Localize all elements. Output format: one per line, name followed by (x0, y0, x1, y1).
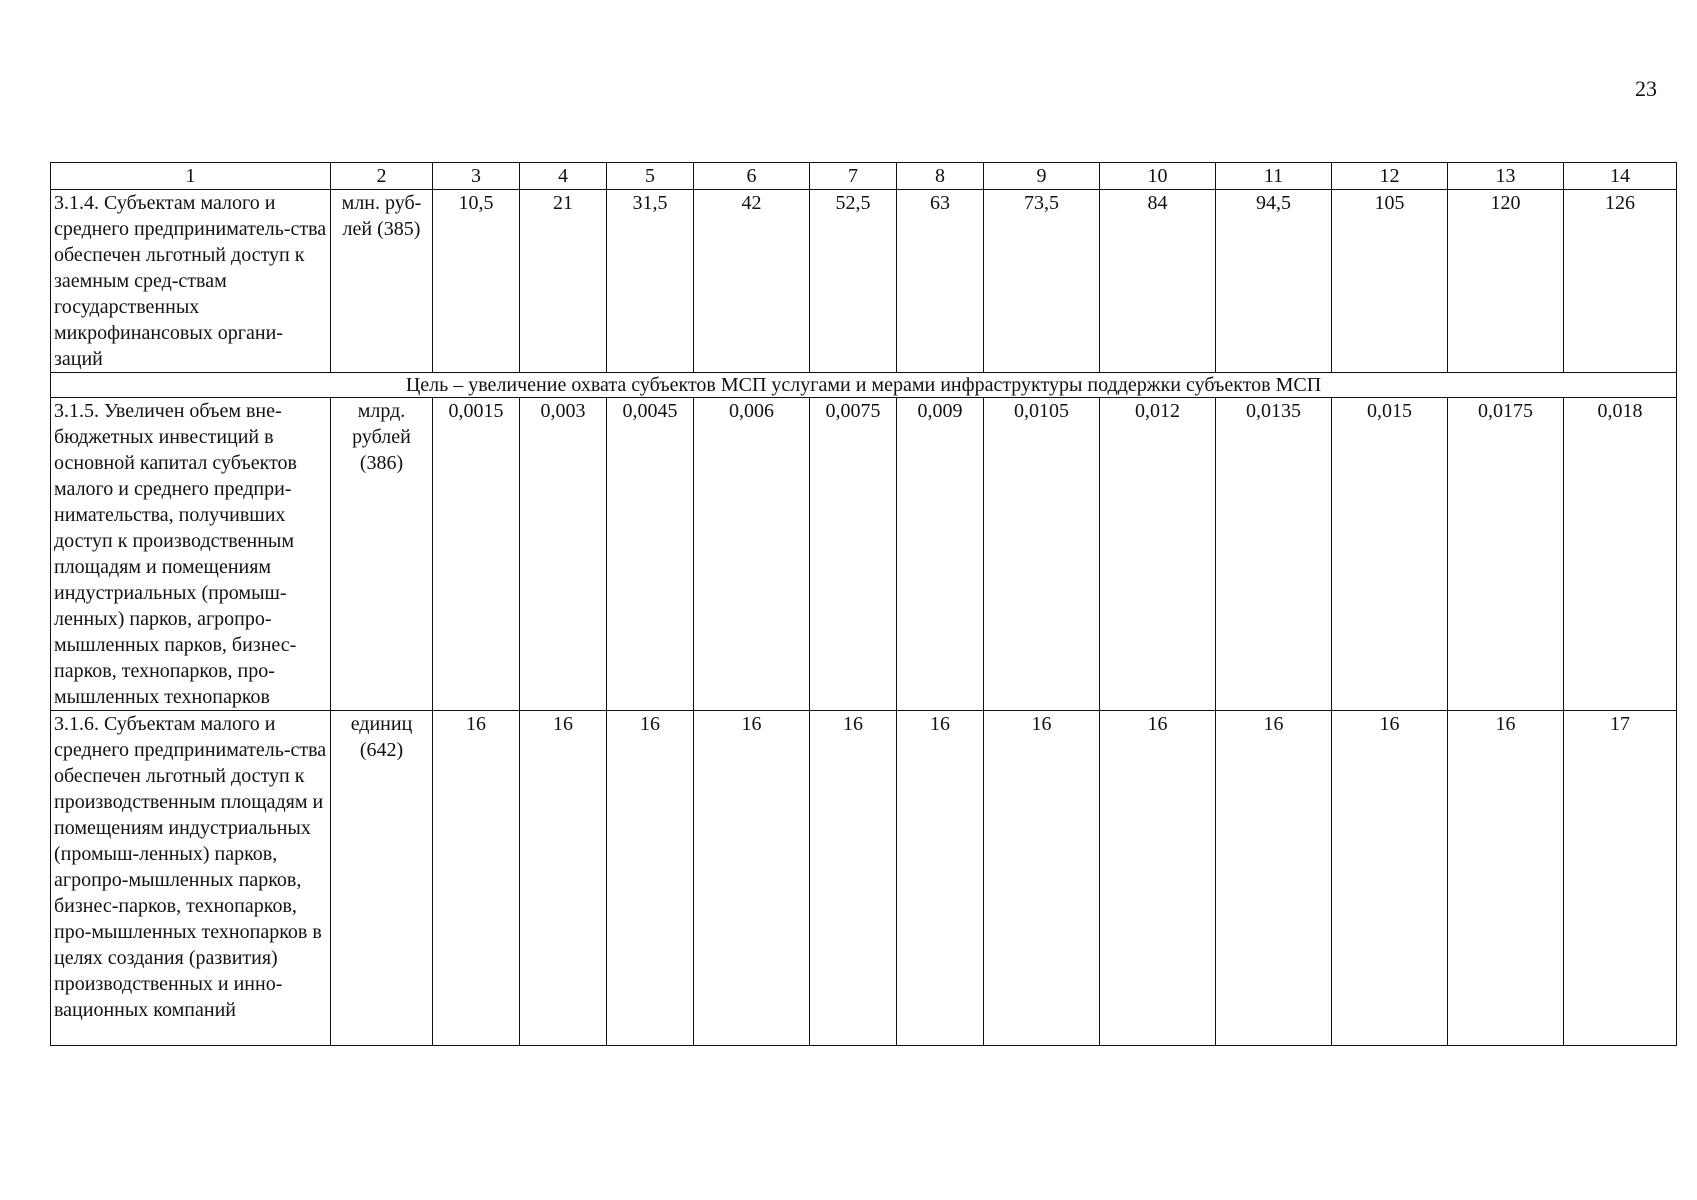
indicator-value: 0,0105 (984, 398, 1100, 711)
indicator-value: 0,018 (1564, 398, 1677, 711)
goal-row (51, 373, 1677, 398)
column-header: 10 (1100, 163, 1216, 190)
column-header: 5 (607, 163, 694, 190)
indicator-value: 17 (1564, 711, 1677, 1046)
table-row (51, 190, 1677, 373)
column-header: 14 (1564, 163, 1677, 190)
indicator-value: 16 (984, 711, 1100, 1046)
indicator-value: 0,012 (1100, 398, 1216, 711)
column-header: 13 (1448, 163, 1564, 190)
indicator-name: 3.1.4. Субъектам малого и среднего предприниматель-ства обеспечен льготный доступ к заемным сред-ствам государственных микрофинансовых органи-заций (51, 190, 331, 373)
indicator-value: 126 (1564, 190, 1677, 373)
indicator-value: 0,006 (694, 398, 810, 711)
indicator-value: 94,5 (1216, 190, 1332, 373)
indicator-unit: млн. руб-лей (385) (331, 190, 433, 373)
indicator-value: 16 (1100, 711, 1216, 1046)
indicator-value: 16 (1332, 711, 1448, 1046)
column-header: 6 (694, 163, 810, 190)
indicator-value: 16 (1448, 711, 1564, 1046)
goal-text: Цель – увеличение охвата субъектов МСП услугами и мерами инфраструктуры поддержки субъектов МСП (51, 373, 1677, 398)
column-header: 2 (331, 163, 433, 190)
column-header: 1 (51, 163, 331, 190)
indicator-value: 84 (1100, 190, 1216, 373)
indicator-value: 10,5 (433, 190, 520, 373)
indicator-value: 0,003 (520, 398, 607, 711)
indicator-value: 21 (520, 190, 607, 373)
indicator-value: 120 (1448, 190, 1564, 373)
page-number: 23 (1635, 76, 1657, 101)
indicator-value: 52,5 (810, 190, 897, 373)
indicator-value: 0,0015 (433, 398, 520, 711)
indicator-value: 42 (694, 190, 810, 373)
column-header: 12 (1332, 163, 1448, 190)
indicator-value: 16 (607, 711, 694, 1046)
indicator-value: 0,015 (1332, 398, 1448, 711)
column-header-row (51, 163, 1677, 190)
indicator-name: 3.1.6. Субъектам малого и среднего предприниматель-ства обеспечен льготный доступ к производственным площадям и помещениям индустриальных (промыш-ленных) парков, агропро-мышленных парков, бизнес-парков, технопарков, про-мышленных технопарков в целях создания (развития) производственных и инно-вационных компаний (51, 711, 331, 1046)
indicator-value: 0,0045 (607, 398, 694, 711)
indicator-value: 16 (897, 711, 984, 1046)
indicators-table (50, 162, 1677, 1046)
indicator-value: 0,0075 (810, 398, 897, 711)
table-row (51, 711, 1677, 1046)
indicator-value: 0,0135 (1216, 398, 1332, 711)
column-header: 7 (810, 163, 897, 190)
indicator-value: 0,009 (897, 398, 984, 711)
indicator-value: 16 (1216, 711, 1332, 1046)
indicator-value: 16 (433, 711, 520, 1046)
column-header: 8 (897, 163, 984, 190)
indicator-name: 3.1.5. Увеличен объем вне-бюджетных инвестиций в основной капитал субъектов малого и среднего предпри-нимательства, получивших доступ к производственным площадям и помещениям индустриальных (промыш-ленных) парков, агропро-мышленных парков, бизнес-парков, технопарков, про-мышленных технопарков (51, 398, 331, 711)
indicator-value: 31,5 (607, 190, 694, 373)
indicator-value: 73,5 (984, 190, 1100, 373)
indicator-value: 16 (520, 711, 607, 1046)
indicator-value: 0,0175 (1448, 398, 1564, 711)
indicator-value: 16 (810, 711, 897, 1046)
column-header: 11 (1216, 163, 1332, 190)
indicator-value: 63 (897, 190, 984, 373)
indicator-unit: единиц (642) (331, 711, 433, 1046)
indicator-value: 16 (694, 711, 810, 1046)
indicator-value: 105 (1332, 190, 1448, 373)
indicator-unit: млрд. рублей (386) (331, 398, 433, 711)
table-row (51, 398, 1677, 711)
column-header: 9 (984, 163, 1100, 190)
column-header: 4 (520, 163, 607, 190)
column-header: 3 (433, 163, 520, 190)
